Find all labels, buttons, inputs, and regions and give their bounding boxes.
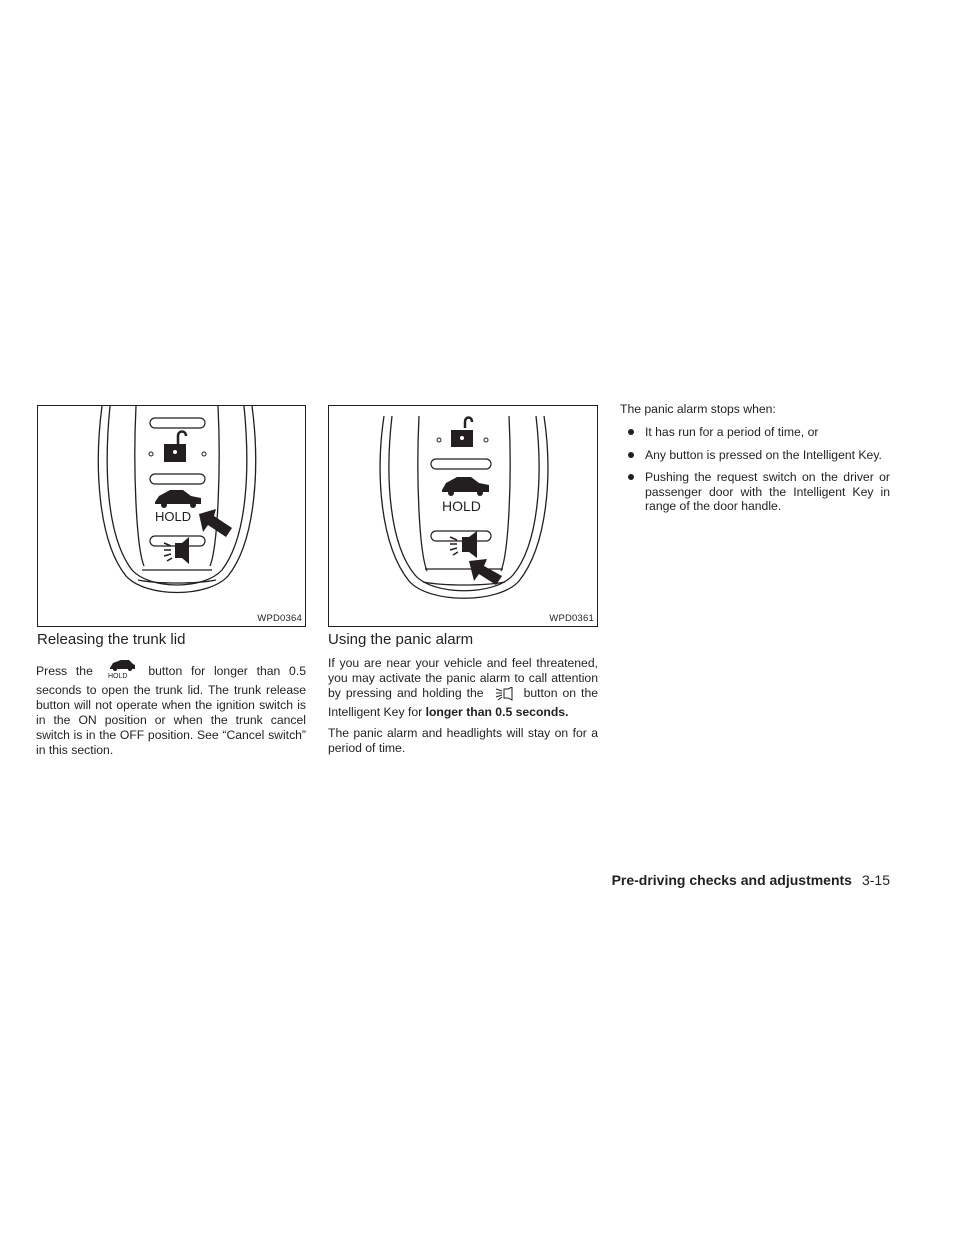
trunk-hold-button-icon <box>104 659 138 683</box>
stops-intro: The panic alarm stops when: <box>620 402 776 416</box>
svg-text:HOLD: HOLD <box>107 673 128 679</box>
panic-text-after: button on the Intelligent Key for <box>328 686 598 719</box>
panic-text-before: If you are near your vehicle and feel threatened, you may activate the panic alarm to call attention by pressing and holding the <box>328 656 598 700</box>
panic-text-bold: longer than 0.5 seconds. <box>425 705 569 719</box>
trunk-text-before: Press the <box>36 664 93 678</box>
pointer-arrow <box>469 559 502 585</box>
trunk-text-after: button for longer than 0.5 seconds to open the trunk lid. The trunk release button will not operate when the ignition switch is in the ON position or when the trunk cancel switch is in the OFF position. See “Cancel switch” in this section. <box>36 664 306 757</box>
list-item: It has run for a period of time, or <box>620 425 890 440</box>
figure-code: WPD0364 <box>257 613 302 624</box>
hold-label: HOLD <box>442 498 481 514</box>
panic-button-icon <box>491 687 517 705</box>
panic-heading: Using the panic alarm <box>328 631 474 648</box>
hold-label: HOLD <box>155 509 192 524</box>
trunk-heading: Releasing the trunk lid <box>37 631 186 648</box>
page-footer <box>612 872 890 888</box>
key-fob-illustration <box>38 406 307 628</box>
trunk-car-icon <box>155 490 201 508</box>
trunk-car-icon <box>442 477 489 496</box>
figure-trunk-key <box>37 405 306 627</box>
key-fob-illustration <box>329 406 599 628</box>
panic-horn-icon <box>450 531 477 558</box>
bullet-icon <box>628 429 634 435</box>
stops-list <box>620 425 890 522</box>
unlock-icon <box>451 418 473 448</box>
list-item: Pushing the request switch on the driver or passenger door with the Intelligent Key in range of the door handle. <box>620 470 890 514</box>
figure-code: WPD0361 <box>549 613 594 624</box>
panic-paragraph-1 <box>328 656 598 720</box>
footer-section-title: Pre-driving checks and adjustments <box>611 872 852 888</box>
panic-horn-icon <box>164 537 189 564</box>
trunk-paragraph <box>36 659 306 758</box>
page-number: 3-15 <box>861 872 890 888</box>
bullet-icon <box>628 452 634 458</box>
figure-panic-key <box>328 405 598 627</box>
bullet-icon <box>628 474 634 480</box>
list-item: Any button is pressed on the Intelligent Key. <box>620 448 890 463</box>
panic-paragraph-2: The panic alarm and headlights will stay on for a period of time. <box>328 726 598 755</box>
unlock-icon <box>164 432 186 463</box>
